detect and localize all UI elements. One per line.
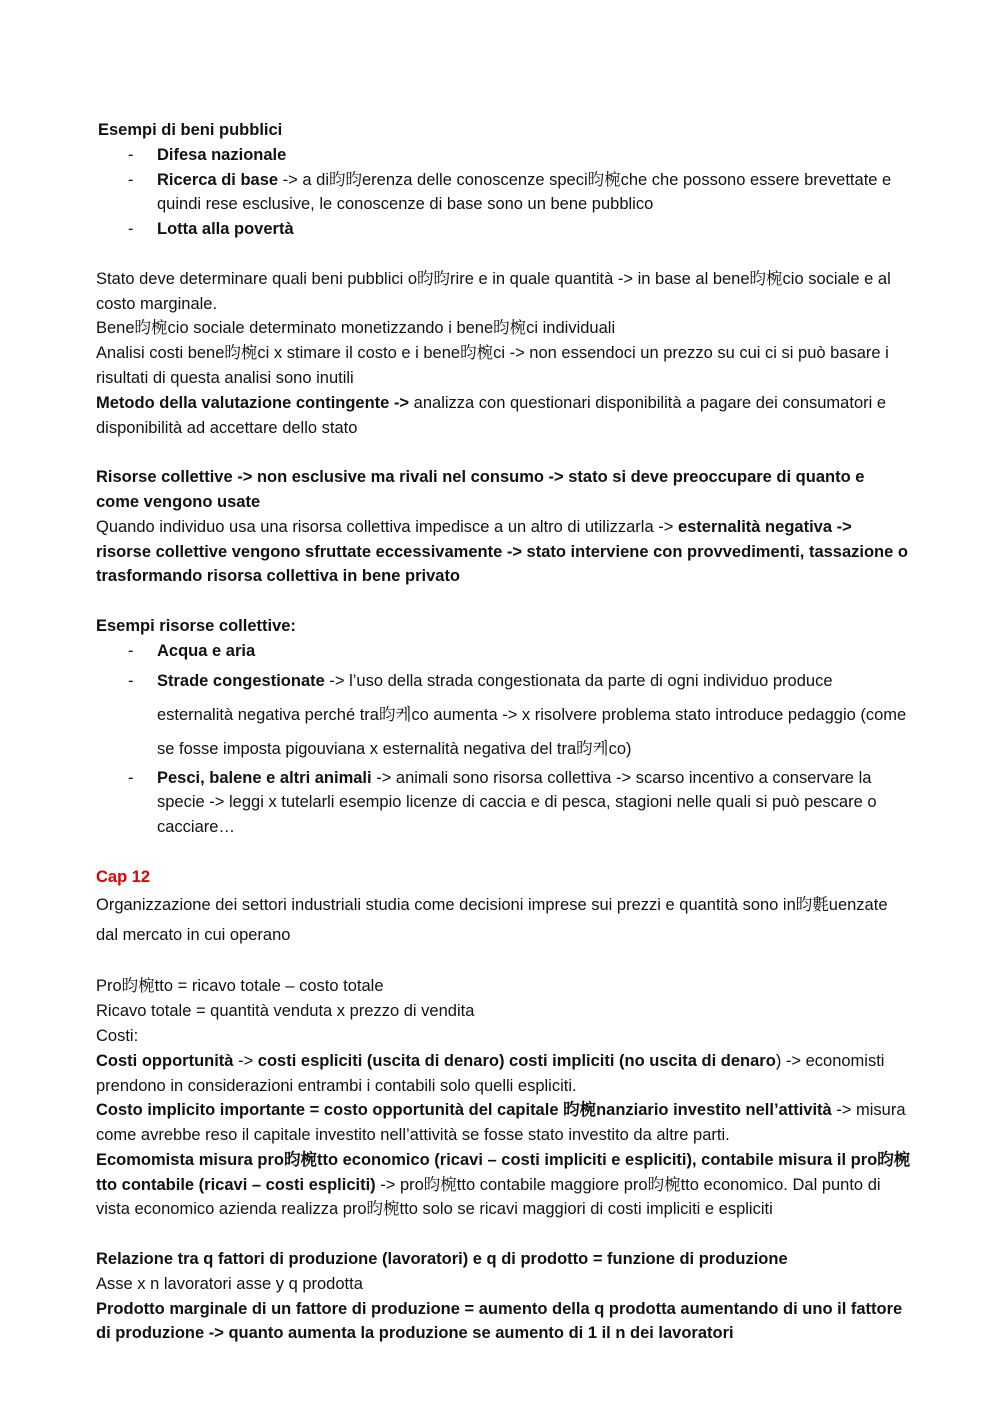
- paragraph: Relazione tra q fattori di produzione (lavoratori) e q di prodotto = funzione di produzione: [96, 1250, 788, 1269]
- list-item: - Strade congestionate -> l’uso della strada congestionata da parte di ogni individuo produce esternalità negativa perché tra昀케co aumenta -> x risolvere problema stato introduce pedaggio (come se fosse imposta pigouviana x esternalità negativa del tra昀케co): [128, 671, 907, 758]
- paragraph: Bene昀椀cio sociale determinato monetizzando i bene昀椀ci individuali: [96, 319, 616, 338]
- paragraph: Costo implicito importante = costo opportunità del capitale 昀椀nanziario investito nell’attività -> misura come avrebbe reso il capitale investito nell’attività se fosse stato investito da altre parti.: [96, 1101, 906, 1145]
- list-item: - Acqua e aria: [128, 641, 256, 660]
- paragraph: Costi:: [96, 1026, 139, 1045]
- paragraph: Ecomomista misura pro昀椀tto economico (ricavi – costi impliciti e espliciti), contabile misura il pro昀椀tto contabile (ricavi – costi espliciti) -> pro昀椀tto contabile maggiore pro昀椀tto economico. Dal punto di vista economico azienda realizza pro昀椀tto solo se ricavi maggiori di costi impliciti e espliciti: [96, 1150, 911, 1219]
- document-body: [96, 118, 911, 1346]
- list-item: - Pesci, balene e altri animali -> animali sono risorsa collettiva -> scarso incentivo a conservare la specie -> leggi x tutelarli esempio licenze di caccia e di pesca, stagioni nelle quali si può pescare o cacciare…: [128, 768, 877, 837]
- common-resources-heading: Esempi risorse collettive:: [96, 616, 296, 635]
- public-goods-list: [96, 143, 911, 242]
- public-goods-heading: Esempi di beni pubblici: [98, 121, 283, 139]
- paragraph: Metodo della valutazione contingente -> analizza con questionari disponibilità a pagare dei consumatori e disponibilità ad accettare dello stato: [96, 393, 887, 437]
- paragraph: Stato deve determinare quali beni pubblici o昀昀rire e in quale quantità -> in base al bene昀椀cio sociale e al costo marginale.: [96, 269, 891, 313]
- list-item: - Ricerca di base -> a di昀昀erenza delle conoscenze speci昀椀che che possono essere brevettate e quindi rese esclusive, le conoscenze di base sono un bene pubblico: [128, 170, 892, 214]
- paragraph: Risorse collettive -> non esclusive ma rivali nel consumo -> stato si deve preoccupare di quanto e come vengono usate: [96, 468, 865, 511]
- paragraph: Asse x n lavoratori asse y q prodotta: [96, 1274, 363, 1293]
- paragraph: Costi opportunità -> costi espliciti (uscita di denaro) costi impliciti (no uscita di denaro) -> economisti prendono in considerazioni entrambi i contabili solo quelli espliciti.: [96, 1051, 885, 1095]
- paragraph: Organizzazione dei settori industriali studia come decisioni imprese sui prezzi e quantità sono in昀氀uenzate dal mercato in cui operano: [96, 895, 888, 944]
- list-item: - Difesa nazionale: [128, 145, 287, 164]
- list-item: - Lotta alla povertà: [128, 220, 294, 239]
- common-resources-list: [96, 639, 911, 840]
- chapter-heading: Cap 12: [96, 867, 151, 886]
- paragraph: Analisi costi bene昀椀ci x stimare il costo e i bene昀椀ci -> non essendoci un prezzo su cui ci si può basare i risultati di questa analisi sono inutili: [96, 344, 889, 387]
- paragraph: Pro昀椀tto = ricavo totale – costo totale: [96, 977, 384, 996]
- paragraph: Ricavo totale = quantità venduta x prezzo di vendita: [96, 1002, 475, 1021]
- paragraph: Prodotto marginale di un fattore di produzione = aumento della q prodotta aumentando di uno il fattore di produzione -> quanto aumenta la produzione se aumento di 1 il n dei lavoratori: [96, 1299, 903, 1343]
- paragraph: Quando individuo usa una risorsa collettiva impedisce a un altro di utilizzarla -> esternalità negativa -> risorse collettive vengono sfruttate eccessivamente -> stato interviene con provvedimenti, tassazione o trasformando risorsa collettiva in bene privato: [96, 517, 908, 586]
